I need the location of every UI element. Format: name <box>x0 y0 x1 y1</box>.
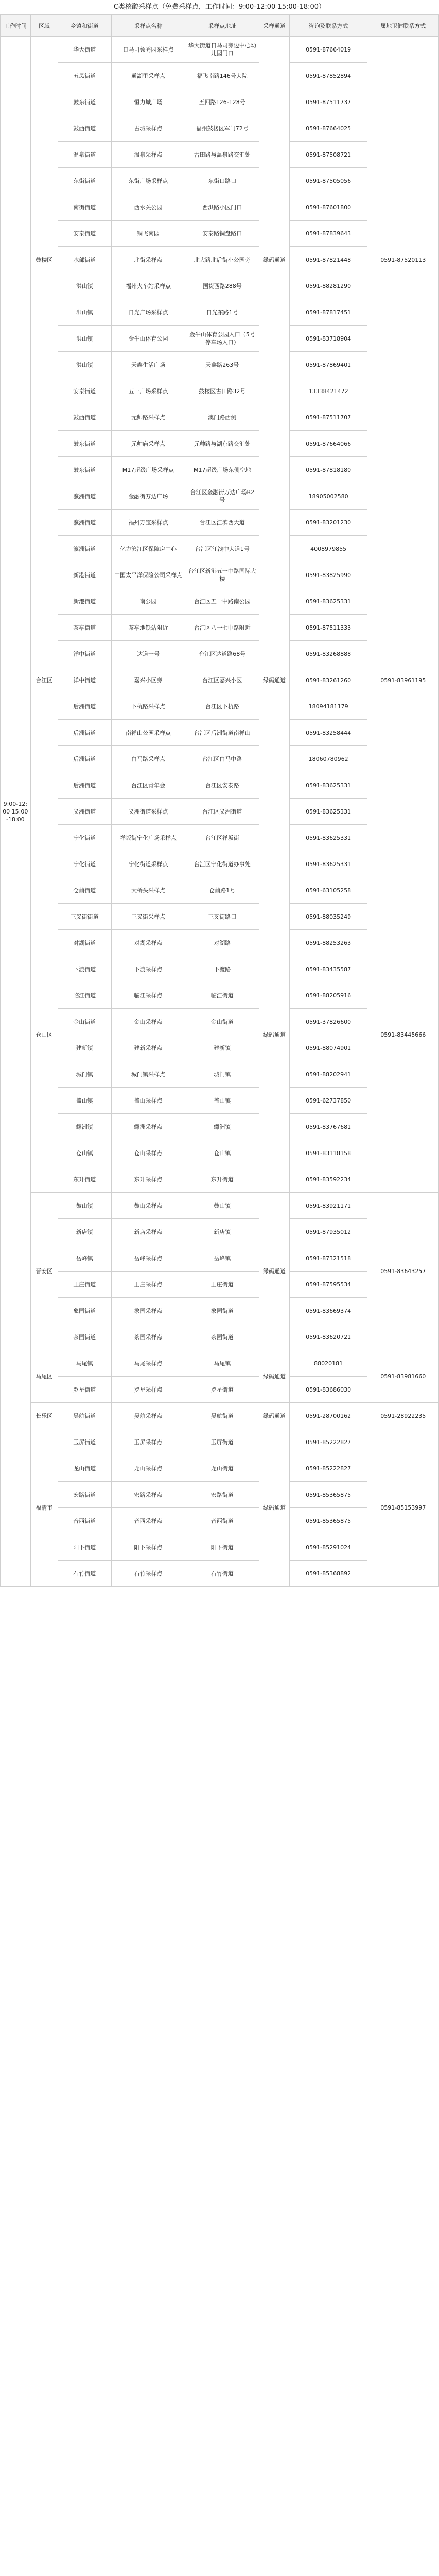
street-cell: 金山街道 <box>58 1009 111 1035</box>
table-row <box>1 1350 439 1377</box>
district-hotline-cell: 0591-87520113 <box>367 37 439 483</box>
phone-cell: 0591-87595534 <box>289 1272 367 1298</box>
street-cell: 鼓东街道 <box>58 89 111 115</box>
phone-cell: 0591-87852894 <box>289 63 367 89</box>
site-name-cell: 祥坂街宁化广场采样点 <box>111 825 185 851</box>
site-address-cell: 盖山镇 <box>185 1088 259 1114</box>
street-cell: 三叉街街道 <box>58 904 111 930</box>
site-address-cell: 台江区嘉兴小区 <box>185 667 259 693</box>
site-address-cell: 安泰路铜盘路口 <box>185 221 259 247</box>
district-cell: 马尾区 <box>30 1350 58 1403</box>
phone-cell: 0591-85365875 <box>289 1508 367 1534</box>
phone-cell: 18094181179 <box>289 693 367 720</box>
site-name-cell: 罗星采样点 <box>111 1377 185 1403</box>
phone-cell: 0591-85368892 <box>289 1561 367 1587</box>
channel-cell: 绿码通道 <box>259 1350 290 1403</box>
header-cell: 采样通道 <box>259 15 290 37</box>
phone-cell: 0591-88074901 <box>289 1035 367 1061</box>
street-cell: 洪山镇 <box>58 352 111 378</box>
phone-cell: 0591-28700162 <box>289 1403 367 1429</box>
street-cell: 鼓东街道 <box>58 431 111 457</box>
header-cell: 属地卫健联系方式 <box>367 15 439 37</box>
table-header-row <box>1 15 439 37</box>
phone-cell: 0591-83118158 <box>289 1140 367 1166</box>
site-address-cell: 三叉街路口 <box>185 904 259 930</box>
site-address-cell: 下渡路 <box>185 956 259 982</box>
table-body <box>1 37 439 1587</box>
channel-cell: 绿码通道 <box>259 877 290 1193</box>
site-name-cell: 中国太平洋保险公司采样点 <box>111 562 185 588</box>
street-cell: 下渡街道 <box>58 956 111 982</box>
site-address-cell: 东街口路口 <box>185 168 259 194</box>
phone-cell: 0591-87839643 <box>289 221 367 247</box>
district-hotline-cell: 0591-28922235 <box>367 1403 439 1429</box>
district-hotline-cell: 0591-83961195 <box>367 483 439 877</box>
phone-cell: 0591-87511333 <box>289 615 367 641</box>
site-address-cell: 台江区达道路68号 <box>185 641 259 667</box>
site-address-cell: 台江区义洲街道 <box>185 799 259 825</box>
header-cell: 采样点名称 <box>111 15 185 37</box>
site-name-cell: 台江区青年会 <box>111 772 185 799</box>
phone-cell: 0591-62737850 <box>289 1088 367 1114</box>
site-name-cell: 元帅路采样点 <box>111 404 185 431</box>
street-cell: 后洲街道 <box>58 746 111 772</box>
site-name-cell: 阳下采样点 <box>111 1534 185 1561</box>
phone-cell: 18060780962 <box>289 746 367 772</box>
site-name-cell: 仓山采样点 <box>111 1140 185 1166</box>
street-cell: 瀛洲街道 <box>58 483 111 510</box>
phone-cell: 0591-85291024 <box>289 1534 367 1561</box>
table-row <box>1 1403 439 1429</box>
site-address-cell: 澳门路西侧 <box>185 404 259 431</box>
phone-cell: 0591-83261260 <box>289 667 367 693</box>
site-name-cell: 金融街万达广场 <box>111 483 185 510</box>
site-address-cell: 福飞南路146号大院 <box>185 63 259 89</box>
street-cell: 宁化街道 <box>58 825 111 851</box>
phone-cell: 0591-87821448 <box>289 247 367 273</box>
site-address-cell: 国货西路288号 <box>185 273 259 299</box>
street-cell: 后洲街道 <box>58 720 111 746</box>
street-cell: 鼓西街道 <box>58 115 111 142</box>
phone-cell: 0591-83625331 <box>289 825 367 851</box>
street-cell: 洪山镇 <box>58 299 111 326</box>
table-row <box>1 483 439 510</box>
street-cell: 洪山镇 <box>58 273 111 299</box>
phone-cell: 0591-83620721 <box>289 1324 367 1350</box>
site-address-cell: 台江区白马中路 <box>185 746 259 772</box>
site-name-cell: 茶亭地铁站附近 <box>111 615 185 641</box>
street-cell: 新港街道 <box>58 562 111 588</box>
phone-cell: 88020181 <box>289 1350 367 1377</box>
site-name-cell: 亿力滨江区保障房中心 <box>111 536 185 562</box>
phone-cell: 0591-83258444 <box>289 720 367 746</box>
site-address-cell: 岳峰镇 <box>185 1245 259 1272</box>
site-address-cell: 台江区八一七中路附近 <box>185 615 259 641</box>
phone-cell: 0591-83625331 <box>289 799 367 825</box>
phone-cell: 0591-88253263 <box>289 930 367 956</box>
district-hotline-cell: 0591-85153997 <box>367 1429 439 1587</box>
site-address-cell: 金山街道 <box>185 1009 259 1035</box>
site-name-cell: 玉屏采样点 <box>111 1429 185 1455</box>
site-name-cell: 嘉兴小区旁 <box>111 667 185 693</box>
site-address-cell: 台江区后洲街道南禅山 <box>185 720 259 746</box>
site-name-cell: 龙山采样点 <box>111 1455 185 1482</box>
street-cell: 瀛洲街道 <box>58 536 111 562</box>
street-cell: 玉屏街道 <box>58 1429 111 1455</box>
site-name-cell: 五一广场采样点 <box>111 378 185 404</box>
site-address-cell: 台江区祥坂街 <box>185 825 259 851</box>
street-cell: 对湖街道 <box>58 930 111 956</box>
site-name-cell: 鼓山采样点 <box>111 1193 185 1219</box>
street-cell: 五凤街道 <box>58 63 111 89</box>
channel-cell: 绿码通道 <box>259 483 290 877</box>
district-cell: 仓山区 <box>30 877 58 1193</box>
street-cell: 象园街道 <box>58 1298 111 1324</box>
phone-cell: 0591-83686030 <box>289 1377 367 1403</box>
phone-cell: 0591-87818180 <box>289 457 367 483</box>
site-address-cell: 台江区金融街万达广场B2号 <box>185 483 259 510</box>
phone-cell: 18905002580 <box>289 483 367 510</box>
district-hotline-cell: 0591-83643257 <box>367 1193 439 1350</box>
site-address-cell: 龙山街道 <box>185 1455 259 1482</box>
site-name-cell: 音西采样点 <box>111 1508 185 1534</box>
street-cell: 瀛洲街道 <box>58 510 111 536</box>
site-name-cell: 下杭路采样点 <box>111 693 185 720</box>
site-address-cell: 北大路北后街小公园旁 <box>185 247 259 273</box>
site-name-cell: 南公园 <box>111 588 185 615</box>
site-name-cell: 达道一号 <box>111 641 185 667</box>
site-name-cell: 吴航采样点 <box>111 1403 185 1429</box>
street-cell: 盖山镇 <box>58 1088 111 1114</box>
site-name-cell: 南禅山公园采样点 <box>111 720 185 746</box>
site-address-cell: 新店镇 <box>185 1219 259 1245</box>
phone-cell: 0591-83767681 <box>289 1114 367 1140</box>
header-cell: 咨询及联系方式 <box>289 15 367 37</box>
header-cell: 采样点地址 <box>185 15 259 37</box>
street-cell: 音西街道 <box>58 1508 111 1534</box>
site-address-cell: 建新镇 <box>185 1035 259 1061</box>
site-name-cell: 王庄采样点 <box>111 1272 185 1298</box>
street-cell: 鼓东街道 <box>58 457 111 483</box>
site-address-cell: 对湖路 <box>185 930 259 956</box>
street-cell: 茶园街道 <box>58 1324 111 1350</box>
site-address-cell: 仓山镇 <box>185 1140 259 1166</box>
site-address-cell: 鼓山镇 <box>185 1193 259 1219</box>
table-row <box>1 1429 439 1455</box>
site-address-cell: 古田路与温泉路交汇处 <box>185 142 259 168</box>
site-address-cell: 台江区安泰路 <box>185 772 259 799</box>
site-name-cell: 元帅庙采样点 <box>111 431 185 457</box>
phone-cell: 0591-87601800 <box>289 194 367 221</box>
site-address-cell: 鼓楼区古田路32号 <box>185 378 259 404</box>
site-name-cell: 东街广场采样点 <box>111 168 185 194</box>
site-name-cell: 西水关公园 <box>111 194 185 221</box>
site-address-cell: 西洪路小区门口 <box>185 194 259 221</box>
site-name-cell: M17超级广场采样点 <box>111 457 185 483</box>
site-name-cell: 盖山采样点 <box>111 1088 185 1114</box>
phone-cell: 0591-85222827 <box>289 1455 367 1482</box>
phone-cell: 13338421472 <box>289 378 367 404</box>
street-cell: 南街街道 <box>58 194 111 221</box>
street-cell: 阳下街道 <box>58 1534 111 1561</box>
site-address-cell: 仓前路1号 <box>185 877 259 904</box>
district-cell: 台江区 <box>30 483 58 877</box>
site-name-cell: 古城采样点 <box>111 115 185 142</box>
phone-cell: 0591-87664025 <box>289 115 367 142</box>
site-address-cell: 台江区五一中路南公园 <box>185 588 259 615</box>
district-hotline-cell: 0591-83445666 <box>367 877 439 1193</box>
site-address-cell: 阳下街道 <box>185 1534 259 1561</box>
street-cell: 鼓西街道 <box>58 404 111 431</box>
phone-cell: 0591-83718904 <box>289 326 367 352</box>
channel-cell: 绿码通道 <box>259 1193 290 1350</box>
phone-cell: 0591-83921171 <box>289 1193 367 1219</box>
header-cell: 区域 <box>30 15 58 37</box>
phone-cell: 0591-83825990 <box>289 562 367 588</box>
site-name-cell: 温泉采样点 <box>111 142 185 168</box>
site-name-cell: 天鑫生活广场 <box>111 352 185 378</box>
site-name-cell: 东升采样点 <box>111 1166 185 1193</box>
table-row <box>1 1193 439 1219</box>
phone-cell: 0591-83592234 <box>289 1166 367 1193</box>
site-name-cell: 岳峰采样点 <box>111 1245 185 1272</box>
site-name-cell: 临江采样点 <box>111 982 185 1009</box>
site-name-cell: 下渡采样点 <box>111 956 185 982</box>
street-cell: 龙山街道 <box>58 1455 111 1482</box>
site-name-cell: 铜飞南园 <box>111 221 185 247</box>
phone-cell: 0591-87664019 <box>289 37 367 63</box>
site-name-cell: 宏路采样点 <box>111 1482 185 1508</box>
phone-cell: 0591-83201230 <box>289 510 367 536</box>
phone-cell: 0591-87817451 <box>289 299 367 326</box>
street-cell: 温泉街道 <box>58 142 111 168</box>
street-cell: 后洲街道 <box>58 772 111 799</box>
phone-cell: 0591-83625331 <box>289 588 367 615</box>
site-name-cell: 通湖里采样点 <box>111 63 185 89</box>
site-name-cell: 象园采样点 <box>111 1298 185 1324</box>
district-cell: 福清市 <box>30 1429 58 1587</box>
work-time-cell: 9:00-12:00 15:00-18:00 <box>1 37 31 1587</box>
site-address-cell: 台江区江滨西大道 <box>185 510 259 536</box>
site-name-cell: 大桥头采样点 <box>111 877 185 904</box>
phone-cell: 4008979855 <box>289 536 367 562</box>
phone-cell: 0591-87935012 <box>289 1219 367 1245</box>
street-cell: 新店镇 <box>58 1219 111 1245</box>
phone-cell: 0591-87511737 <box>289 89 367 115</box>
site-address-cell: 吴航街道 <box>185 1403 259 1429</box>
site-address-cell: 福州鼓楼区军门72号 <box>185 115 259 142</box>
site-name-cell: 义洲街道采样点 <box>111 799 185 825</box>
site-address-cell: M17超级广场东侧空地 <box>185 457 259 483</box>
site-name-cell: 马尾采样点 <box>111 1350 185 1377</box>
channel-cell: 绿码通道 <box>259 1429 290 1587</box>
district-cell: 晋安区 <box>30 1193 58 1350</box>
street-cell: 仓前街道 <box>58 877 111 904</box>
phone-cell: 0591-88202941 <box>289 1061 367 1088</box>
district-cell: 鼓楼区 <box>30 37 58 483</box>
phone-cell: 0591-83625331 <box>289 772 367 799</box>
site-address-cell: 台江区新港五一中路国际大楼 <box>185 562 259 588</box>
site-name-cell: 石竹采样点 <box>111 1561 185 1587</box>
site-address-cell: 玉屏街道 <box>185 1429 259 1455</box>
street-cell: 东升街道 <box>58 1166 111 1193</box>
phone-cell: 0591-88035249 <box>289 904 367 930</box>
site-address-cell: 音西街道 <box>185 1508 259 1534</box>
site-address-cell: 五四路126-128号 <box>185 89 259 115</box>
table-row <box>1 877 439 904</box>
street-cell: 洪山镇 <box>58 326 111 352</box>
sampling-points-table <box>0 15 439 1587</box>
street-cell: 东街街道 <box>58 168 111 194</box>
street-cell: 安泰街道 <box>58 378 111 404</box>
district-hotline-cell: 0591-83981660 <box>367 1350 439 1403</box>
street-cell: 螺洲镇 <box>58 1114 111 1140</box>
site-address-cell: 台江区宁化街道办事处 <box>185 851 259 877</box>
phone-cell: 0591-83268888 <box>289 641 367 667</box>
phone-cell: 0591-87321518 <box>289 1245 367 1272</box>
table-row <box>1 37 439 63</box>
site-name-cell: 恒力城广场 <box>111 89 185 115</box>
street-cell: 义洲街道 <box>58 799 111 825</box>
site-name-cell: 螺洲采样点 <box>111 1114 185 1140</box>
district-cell: 长乐区 <box>30 1403 58 1429</box>
site-address-cell: 王庄街道 <box>185 1272 259 1298</box>
site-address-cell: 东升街道 <box>185 1166 259 1193</box>
site-name-cell: 福州火车站采样点 <box>111 273 185 299</box>
street-cell: 临江街道 <box>58 982 111 1009</box>
site-address-cell: 象园街道 <box>185 1298 259 1324</box>
phone-cell: 0591-87511707 <box>289 404 367 431</box>
street-cell: 茶亭街道 <box>58 615 111 641</box>
site-name-cell: 北街采样点 <box>111 247 185 273</box>
phone-cell: 0591-63105258 <box>289 877 367 904</box>
street-cell: 后洲街道 <box>58 693 111 720</box>
channel-cell: 绿码通道 <box>259 37 290 483</box>
phone-cell: 0591-83625331 <box>289 851 367 877</box>
site-address-cell: 台江区江滨中大道1号 <box>185 536 259 562</box>
site-name-cell: 城门镇采样点 <box>111 1061 185 1088</box>
street-cell: 水部街道 <box>58 247 111 273</box>
site-name-cell: 白马路采样点 <box>111 746 185 772</box>
street-cell: 罗星街道 <box>58 1377 111 1403</box>
site-address-cell: 城门镇 <box>185 1061 259 1088</box>
site-address-cell: 马尾镇 <box>185 1350 259 1377</box>
phone-cell: 0591-85222827 <box>289 1429 367 1455</box>
site-address-cell: 元帅路与湖东路交汇处 <box>185 431 259 457</box>
site-address-cell: 罗星街道 <box>185 1377 259 1403</box>
site-address-cell: 石竹街道 <box>185 1561 259 1587</box>
site-address-cell: 天鑫路263号 <box>185 352 259 378</box>
header-cell: 乡镇和街道 <box>58 15 111 37</box>
street-cell: 岳峰镇 <box>58 1245 111 1272</box>
street-cell: 王庄街道 <box>58 1272 111 1298</box>
phone-cell: 0591-87664066 <box>289 431 367 457</box>
site-name-cell: 新店采样点 <box>111 1219 185 1245</box>
site-name-cell: 金山采样点 <box>111 1009 185 1035</box>
site-name-cell: 日光广场采样点 <box>111 299 185 326</box>
street-cell: 城门镇 <box>58 1061 111 1088</box>
site-address-cell: 临江街道 <box>185 982 259 1009</box>
site-address-cell: 华大街道日马司旁边中心幼儿园门口 <box>185 37 259 63</box>
phone-cell: 0591-87508721 <box>289 142 367 168</box>
site-address-cell: 宏路街道 <box>185 1482 259 1508</box>
site-address-cell: 金牛山体育公园入口（5号停车场入口） <box>185 326 259 352</box>
page-title: C类核酸采样点（免费采样点，工作时间：9:00-12:00 15:00-18:00） <box>0 0 439 15</box>
site-name-cell: 三叉街采样点 <box>111 904 185 930</box>
phone-cell: 0591-88281290 <box>289 273 367 299</box>
site-name-cell: 对湖采样点 <box>111 930 185 956</box>
street-cell: 马尾镇 <box>58 1350 111 1377</box>
phone-cell: 0591-88205916 <box>289 982 367 1009</box>
site-name-cell: 茶园采样点 <box>111 1324 185 1350</box>
street-cell: 石竹街道 <box>58 1561 111 1587</box>
site-address-cell: 茶园街道 <box>185 1324 259 1350</box>
channel-cell: 绿码通道 <box>259 1403 290 1429</box>
street-cell: 安泰街道 <box>58 221 111 247</box>
phone-cell: 0591-37826600 <box>289 1009 367 1035</box>
site-name-cell: 福州万宝采样点 <box>111 510 185 536</box>
street-cell: 吴航街道 <box>58 1403 111 1429</box>
phone-cell: 0591-83435587 <box>289 956 367 982</box>
site-name-cell: 宁化街道采样点 <box>111 851 185 877</box>
phone-cell: 0591-85365875 <box>289 1482 367 1508</box>
site-address-cell: 日光东路1号 <box>185 299 259 326</box>
header-cell: 工作时间 <box>1 15 31 37</box>
site-name-cell: 建新采样点 <box>111 1035 185 1061</box>
site-name-cell: 金牛山体育公园 <box>111 326 185 352</box>
phone-cell: 0591-87505056 <box>289 168 367 194</box>
street-cell: 洋中街道 <box>58 667 111 693</box>
street-cell: 洋中街道 <box>58 641 111 667</box>
phone-cell: 0591-87869401 <box>289 352 367 378</box>
street-cell: 鼓山镇 <box>58 1193 111 1219</box>
street-cell: 华大街道 <box>58 37 111 63</box>
street-cell: 新港街道 <box>58 588 111 615</box>
phone-cell: 0591-83669374 <box>289 1298 367 1324</box>
street-cell: 宁化街道 <box>58 851 111 877</box>
street-cell: 建新镇 <box>58 1035 111 1061</box>
site-name-cell: 日马司领秀园采样点 <box>111 37 185 63</box>
street-cell: 仓山镇 <box>58 1140 111 1166</box>
site-address-cell: 台江区下杭路 <box>185 693 259 720</box>
site-address-cell: 螺洲镇 <box>185 1114 259 1140</box>
street-cell: 宏路街道 <box>58 1482 111 1508</box>
